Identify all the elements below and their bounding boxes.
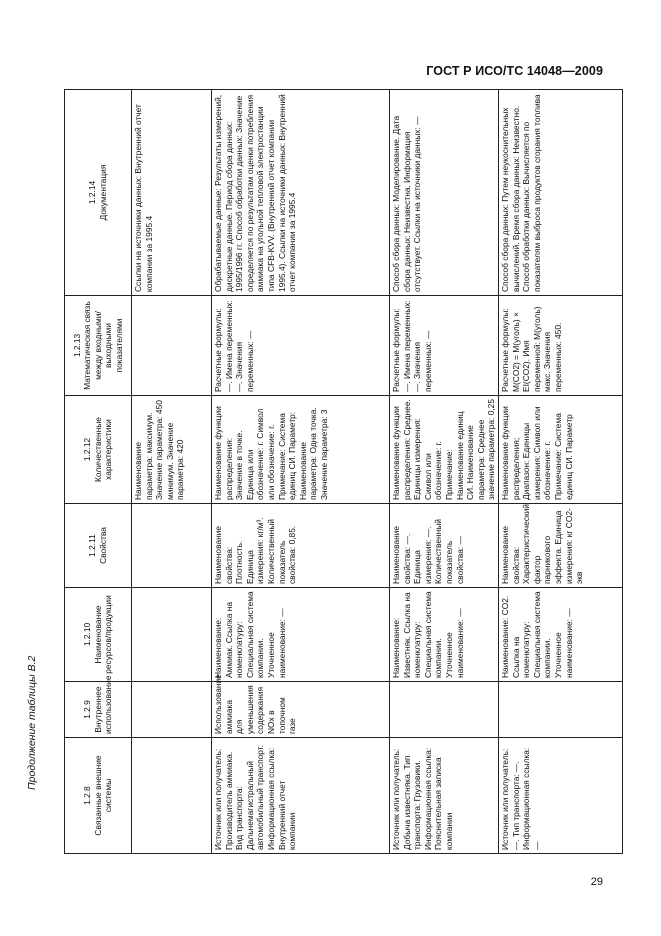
table-cell: Наименование функции распределения; Диапазон: Единицы измерения: Символ или обозначение: г. Примечание: Система единиц СИ. Параметр bbox=[498, 396, 622, 504]
table-cell: Наименование свойства: —. Единица измерения: —. Количественный показатель свойства: — bbox=[390, 504, 499, 588]
data-table bbox=[64, 89, 623, 854]
table-cell: Наименование функции распределения: Значение в точке. Единица или обозначение: г. Символ или обозначение: г. Примечание: Система единиц СИ. Параметр: Наименование параметра: Одна точка. Значение параметра: 3 bbox=[212, 396, 390, 504]
table-cell: Способ сбора данных: Путем неукоснительных вычислений. Время сбора данных: Неизвестно. Способ обработки данных: Вычисляется по показателям выброса продуктов сгорания топлива bbox=[498, 90, 622, 296]
column-header: 1.2.14 Документация bbox=[65, 90, 132, 296]
table-continuation-caption: Продолжение таблицы В.2 bbox=[26, 655, 38, 790]
table-cell bbox=[132, 738, 212, 854]
table-cell: Источник или получатель: —. Тип транспорта: —. Информационная ссылка: — bbox=[498, 738, 622, 854]
table-cell: Способ сбора данных: Моделирование. Дата сбора данных: Неизвестна. Информация отсутствует. Ссылки на источники данных: — bbox=[390, 90, 499, 296]
table-cell: Источник или получатель: Добыча известняка. Тип транспорта: Грузовики. Информационная ссылка: Пояснительная записка компании bbox=[390, 738, 499, 854]
table-row bbox=[212, 90, 390, 854]
table-cell: Расчетные формулы: —. Имена переменных: —. Значения переменных: — bbox=[390, 296, 499, 396]
table-cell bbox=[390, 682, 499, 738]
table-header-row bbox=[65, 90, 132, 854]
table-cell bbox=[498, 682, 622, 738]
table-cell bbox=[132, 682, 212, 738]
column-header: 1.2.11 Свойства bbox=[65, 504, 132, 588]
table-row bbox=[132, 90, 212, 854]
table-cell: Ссылки на источники данных: Внутренний отчет компании за 1995.4 bbox=[132, 90, 212, 296]
page-number: 29 bbox=[590, 876, 603, 888]
table-cell: Наименование свойства: Плотность. Единица измерения: кг/м³. Количественный показатель свойства: 0,85. bbox=[212, 504, 390, 588]
table-cell: Наименование свойства: Характеристический фактор парникового эффекта. Единица измерения: кг CO2-экв bbox=[498, 504, 622, 588]
column-header: 1.2.12 Количественные характеристики bbox=[65, 396, 132, 504]
table-cell: Наименование параметра: максимум. Значение параметра: 450 минимум. Значение параметра: 420 bbox=[132, 396, 212, 504]
column-header: 1.2.8 Связанные внешние системы bbox=[65, 738, 132, 854]
table-cell bbox=[132, 504, 212, 588]
table-cell: Наименование: CO2. Ссылка на номенклатуру: Специальная система компании. Уточненное наименование: — bbox=[498, 588, 622, 682]
table-cell: Обрабатываемые данные: Результаты измерений, дискретные данные. Период сбора данных: 1995/1996 гг. Способ обработки данных: Значение определяется по результатам оценки потребления аммиака на угольной тепловой электростанции типа CFB-KVV. (Внутренний отчет компании 1995.4). Ссылки на источники данных: Внутренний отчет компании за 1995.4 bbox=[212, 90, 390, 296]
table-row bbox=[498, 90, 622, 854]
rotated-table-wrapper bbox=[64, 90, 606, 854]
table-cell: Расчетные формулы: —. Имена переменных: —. Значения переменных: — bbox=[212, 296, 390, 396]
column-header: 1.2.10 Наименование ресурсов/продукции bbox=[65, 588, 132, 682]
document-header: ГОСТ Р ИСО/ТС 14048—2009 bbox=[426, 64, 603, 78]
column-header: 1.2.13 Математическая связь между входными/выходными показателями bbox=[65, 296, 132, 396]
table-cell: Наименование функции распределения: Среднее. Единицы измерения: Символ или обозначение: г. Примечание: Наименование единиц СИ. Наименование параметра: Среднее значение параметра: 0,25 bbox=[390, 396, 499, 504]
table-row bbox=[390, 90, 499, 854]
table-cell bbox=[132, 588, 212, 682]
table-cell: Наименование: Аммиак. Ссылка на номенклатуру: Специальная система компании. Уточненное наименование: — bbox=[212, 588, 390, 682]
table-cell: Наименование: Известняк. Ссылка на номенклатуру: Специальная система компании. Уточненное наименование: — bbox=[390, 588, 499, 682]
column-header: 1.2.9 Внутреннее использование bbox=[65, 682, 132, 738]
table-cell bbox=[132, 296, 212, 396]
table-cell: Расчетные формулы: M(CO2) = M(уголь) × EI(CO2). Имя переменной: M(уголь) макс. Значения переменных: 450. bbox=[498, 296, 622, 396]
table-cell: Использование аммиака для уменьшения содержания NOx в топочном газе bbox=[212, 682, 390, 738]
table-cell: Источник или получатель: Производитель аммиака. Вид транспорта: Дальнемагистральный автомобильный транспорт. Информационная ссылка: Внутренний отчет компании bbox=[212, 738, 390, 854]
